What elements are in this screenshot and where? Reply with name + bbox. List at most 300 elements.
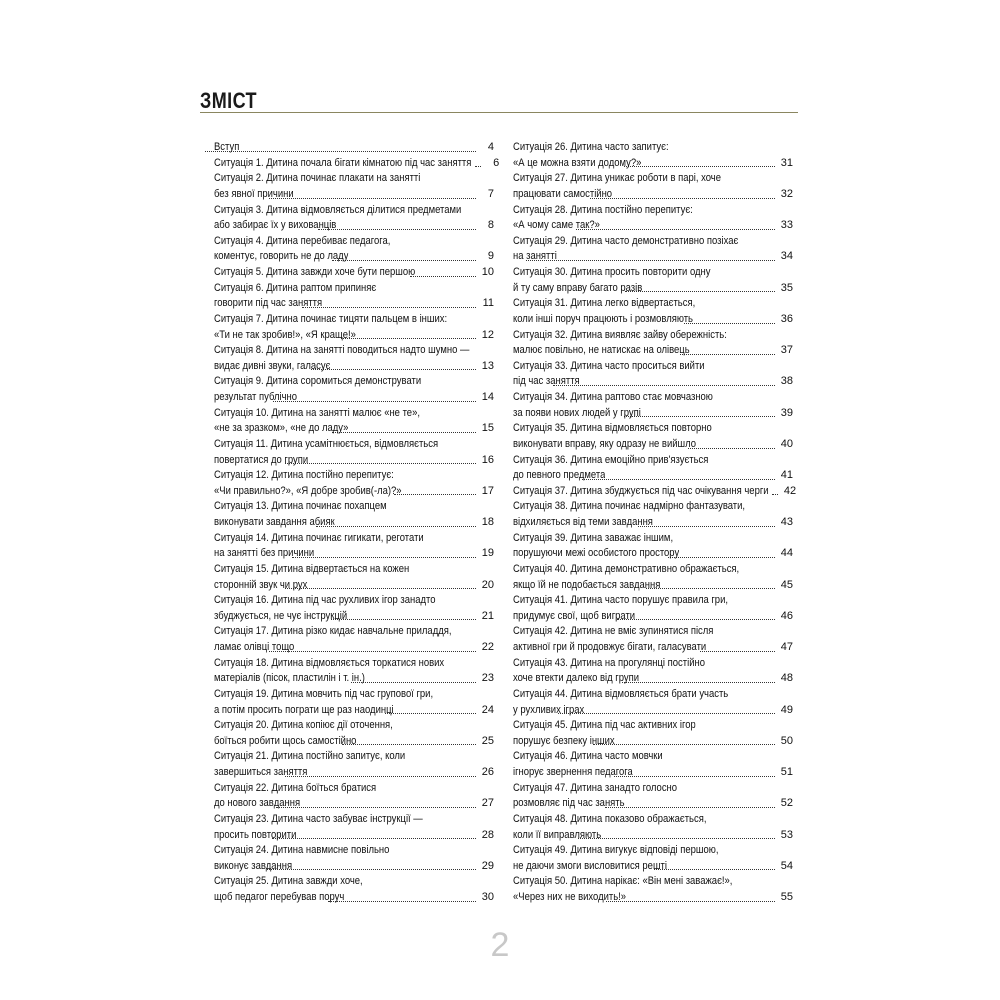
toc-entry-text: щоб педагог перебував поруч [214, 891, 345, 903]
dot-leader [302, 306, 476, 308]
toc-entry-text: просить повторити [214, 828, 297, 841]
dot-leader [394, 493, 476, 495]
toc-entry [214, 562, 494, 578]
toc-entry-text: у рухливих іграх [513, 703, 585, 716]
toc-entry-page: 20 [481, 578, 494, 591]
toc-entry [513, 343, 793, 359]
toc-entry-page: 42 [783, 484, 797, 497]
toc-entry [214, 328, 494, 344]
dot-leader [410, 275, 476, 277]
toc-entry-text: Ситуація 22. Дитина боїться братися [214, 781, 377, 794]
dot-leader [578, 837, 775, 839]
toc-entry-page: 19 [481, 547, 494, 560]
toc-entry [214, 156, 500, 172]
toc-entry-page: 23 [481, 672, 494, 685]
toc-entry [214, 187, 494, 203]
toc-entry-page: 4 [487, 141, 494, 153]
toc-entry-page: 40 [780, 437, 793, 450]
toc-entry-text: Ситуація 14. Дитина починає гигикати, реготати [214, 531, 424, 544]
dot-leader [624, 165, 775, 167]
toc-entry-text: Ситуація 42. Дитина не вміє зупинятися після [513, 625, 714, 638]
toc-entry [513, 156, 793, 172]
toc-entry [214, 218, 494, 234]
toc-entry-text: відхиляється від теми завдання [513, 516, 653, 528]
toc-entry-text: завершиться заняття [214, 766, 308, 778]
toc-entry [513, 249, 793, 265]
toc-entry [513, 296, 793, 312]
toc-entry-text: хоче втекти далеко від групи [513, 672, 640, 685]
toc-entry [214, 468, 494, 484]
dot-leader [328, 900, 476, 902]
toc-entry [214, 421, 494, 437]
toc-entry-text: сторонній звук чи рух [214, 578, 308, 591]
toc-entry-text: або забирає їх у вихованців [214, 219, 337, 232]
toc-entry [214, 265, 494, 281]
page-title: ЗМІСТ [200, 88, 257, 113]
toc-entry [513, 796, 793, 812]
toc-entry [513, 484, 797, 500]
dot-leader [646, 587, 775, 589]
toc-entry-text: не даючи змоги висловитися решті [513, 859, 667, 872]
toc-entry-page: 36 [780, 312, 793, 325]
toc-entry-text: Ситуація 43. Дитина на прогулянці постійно [513, 656, 705, 669]
toc-entry-page: 18 [481, 516, 494, 528]
toc-entry-text: Ситуація 25. Дитина завжди хоче, [214, 875, 363, 888]
toc-entry [513, 781, 793, 797]
toc-entry-text: Ситуація 15. Дитина відвертається на кожен [214, 562, 410, 575]
toc-entry-page: 14 [481, 391, 494, 403]
toc-entry-page: 28 [481, 828, 494, 841]
toc-entry-text: Ситуація 20. Дитина копіює дії оточення, [214, 719, 393, 732]
toc-entry-text: Ситуація 28. Дитина постійно перепитує: [513, 203, 693, 216]
toc-entry-text: Ситуація 37. Дитина збуджується під час очікування черги [513, 484, 769, 497]
toc-entry-text: Ситуація 7. Дитина починає тицяти пальцем в інших: [214, 312, 448, 325]
toc-entry [214, 515, 494, 531]
dot-leader [285, 462, 476, 464]
toc-entry-page: 53 [780, 828, 793, 841]
toc-entry-text: Ситуація 10. Дитина на занятті малює «не те», [214, 406, 420, 419]
toc-entry-page: 52 [780, 797, 793, 810]
dot-leader [558, 712, 775, 714]
dot-leader [625, 290, 775, 292]
dot-leader [668, 556, 775, 558]
toc-entry [513, 218, 793, 234]
toc-entry [214, 499, 494, 515]
toc-entry [214, 531, 494, 547]
toc-entry-page: 55 [780, 891, 793, 903]
toc-entry [214, 453, 494, 469]
toc-entry [214, 656, 494, 672]
dot-leader [272, 837, 476, 839]
toc-entry [513, 734, 793, 750]
toc-entry [214, 546, 494, 562]
dot-leader [526, 259, 775, 261]
toc-entry-page: 39 [780, 406, 793, 419]
toc-entry-text: порушує безпеку інших [513, 734, 615, 747]
toc-entry [513, 531, 793, 547]
toc-entry [513, 390, 793, 406]
toc-entry-page: 31 [780, 156, 793, 169]
toc-entry-text: «Чи правильно?», «Я добре зробив(-ла)?» [214, 484, 402, 497]
toc-entry-text: Ситуація 26. Дитина часто запитує: [513, 141, 669, 153]
toc-entry [513, 828, 793, 844]
toc-entry-text: Ситуація 16. Дитина під час рухливих ігор занадто [214, 594, 436, 607]
toc-entry-text: Ситуація 18. Дитина відмовляється торкатися нових [214, 656, 445, 669]
toc-entry-text: Ситуація 34. Дитина раптово стає мовчазною [513, 391, 713, 403]
dot-leader [576, 228, 775, 230]
toc-entry [214, 171, 494, 187]
toc-entry-text: Ситуація 47. Дитина занадто голосно [513, 781, 678, 794]
toc-entry-page: 45 [780, 578, 793, 591]
toc-entry-text: Ситуація 5. Дитина завжди хоче бути першою [214, 266, 416, 278]
toc-entry [513, 453, 793, 469]
toc-entry-page: 41 [780, 469, 793, 482]
toc-entry-page: 49 [780, 703, 793, 716]
toc-entry-text: Ситуація 44. Дитина відмовляється брати участь [513, 687, 729, 700]
title-rule [200, 112, 798, 113]
dot-leader [276, 806, 476, 808]
toc-entry-text: під час заняття [513, 375, 580, 388]
toc-entry [513, 687, 793, 703]
toc-entry-text: Ситуація 12. Дитина постійно перепитує: [214, 469, 394, 482]
dot-leader [590, 197, 775, 199]
toc-entry-text: Ситуація 3. Дитина відмовляється ділитися предметами [214, 203, 462, 216]
dot-leader [772, 493, 778, 495]
toc-entry-page: 30 [481, 891, 494, 903]
toc-entry-text: Ситуація 41. Дитина часто порушує правила гри, [513, 594, 728, 607]
toc-entry-text: Ситуація 32. Дитина виявляє зайву обережність: [513, 328, 727, 341]
dot-leader [605, 806, 775, 808]
toc-entry-text: Вступ [214, 141, 240, 153]
toc-entry-text: «Ти не так зробив!», «Я краще!» [214, 328, 356, 341]
toc-entry-text: коли інші поруч працюють і розмовляють [513, 312, 693, 325]
toc-entry-page: 47 [780, 641, 793, 653]
toc-entry-text: видає дивні звуки, галасує [214, 359, 331, 372]
toc-entry-text: якщо їй не подобається завдання [513, 578, 661, 591]
toc-entry [513, 624, 793, 640]
toc-entry-text: й ту саму вправу багато разів [513, 281, 643, 294]
toc-entry-text: до нового завдання [214, 797, 301, 810]
toc-entry-text: Ситуація 48. Дитина показово ображається, [513, 812, 707, 825]
toc-entry-text: матеріалів (пісок, пластилін і т. ін.) [214, 672, 365, 685]
dot-leader [311, 368, 476, 370]
toc-entry-text: Ситуація 19. Дитина мовчить під час групової гри, [214, 687, 434, 700]
dot-leader [606, 900, 775, 902]
toc-entry-text: Ситуація 40. Дитина демонстративно ображається, [513, 562, 740, 575]
toc-entry [513, 640, 793, 656]
dot-leader [331, 618, 476, 620]
toc-entry [513, 499, 793, 515]
toc-entry-text: ламає олівці тощо [214, 641, 295, 653]
toc-entry [513, 671, 793, 687]
toc-entry-text: коли її виправляють [513, 828, 602, 841]
toc-entry [513, 406, 793, 422]
toc-entry-text: активної гри й продовжує бігати, галасувати [513, 641, 707, 653]
dot-leader [285, 775, 476, 777]
dot-leader [688, 447, 775, 449]
toc-entry-text: Ситуація 4. Дитина перебиває педагога, [214, 234, 391, 247]
toc-entry [513, 374, 793, 390]
toc-entry-text: Ситуація 33. Дитина часто проситься вийти [513, 359, 705, 372]
toc-entry [214, 234, 494, 250]
toc-entry-text: малює повільно, не натискає на олівець [513, 344, 690, 357]
toc-entry-page: 9 [487, 250, 494, 263]
toc-entry [513, 812, 793, 828]
toc-entry-page: 24 [481, 703, 494, 716]
page-number: 2 [490, 926, 510, 964]
toc-entry [214, 703, 494, 719]
toc-entry-page: 26 [481, 766, 494, 778]
toc-entry [214, 203, 494, 219]
dot-leader [638, 525, 775, 527]
toc-entry [513, 843, 793, 859]
toc-entry-page: 48 [780, 672, 793, 685]
toc-entry [214, 359, 494, 375]
toc-entry-page: 8 [487, 219, 494, 232]
toc-entry-page: 29 [481, 859, 494, 872]
toc-entry-page: 21 [481, 609, 494, 622]
toc-entry-page: 22 [481, 641, 494, 653]
dot-leader [269, 197, 476, 199]
toc-entry [214, 765, 494, 781]
toc-entry [513, 656, 793, 672]
dot-leader [582, 478, 775, 480]
toc-entry [214, 390, 494, 406]
toc-entry-text: Ситуація 11. Дитина усамітнюється, відмовляється [214, 437, 439, 450]
toc-entry [513, 359, 793, 375]
toc-entry-text: Ситуація 21. Дитина постійно запитує, коли [214, 750, 406, 763]
toc-entry [513, 203, 793, 219]
toc-entry-text: Ситуація 38. Дитина починає надмірно фантазувати, [513, 500, 746, 513]
toc-entry-text: працювати самостійно [513, 187, 613, 200]
toc-entry-text: на занятті [513, 250, 557, 263]
toc-entry [513, 609, 793, 625]
toc-entry-page: 54 [780, 859, 793, 872]
toc-entry [214, 671, 494, 687]
toc-entry [513, 515, 793, 531]
toc-entry-text: виконує завдання [214, 859, 293, 872]
toc-entry [214, 734, 494, 750]
toc-entry-page: 51 [780, 766, 793, 778]
toc-entry [513, 749, 793, 765]
toc-entry-page: 34 [780, 250, 793, 263]
toc-entry [513, 421, 793, 437]
toc-entry-text: говорити під час заняття [214, 297, 323, 310]
toc-entry [513, 265, 793, 281]
toc-entry-text: Ситуація 8. Дитина на занятті поводиться надто шумно — [214, 344, 470, 357]
toc-entry-text: Ситуація 29. Дитина часто демонстративно позіхає [513, 234, 739, 247]
toc-entry-text: Ситуація 27. Дитина уникає роботи в парі, хоче [513, 172, 721, 185]
toc-entry [513, 234, 793, 250]
toc-entry [513, 765, 793, 781]
dot-leader [624, 415, 775, 417]
dot-leader [385, 712, 476, 714]
dot-leader [316, 525, 476, 527]
toc-entry-text: ігнорує звернення педагога [513, 766, 633, 778]
dot-leader [269, 650, 476, 652]
toc-entry [513, 140, 793, 156]
toc-entry-text: порушуючи межі особистого простору [513, 547, 680, 560]
toc-entry [214, 781, 494, 797]
toc-entry [214, 406, 494, 422]
dot-leader [475, 165, 481, 167]
toc-entry [214, 640, 494, 656]
toc-entry-text: виконувати вправу, яку одразу не вийшло [513, 437, 697, 450]
toc-entry-text: Ситуація 1. Дитина почала бігати кімнатою під час заняття [214, 156, 472, 169]
toc-entry [214, 890, 494, 906]
toc-entry [513, 281, 793, 297]
toc-entry-page: 7 [487, 187, 494, 200]
toc-entry-page: 25 [481, 734, 494, 747]
toc-entry-page: 13 [481, 359, 494, 372]
toc-entry-page: 33 [780, 219, 793, 232]
dot-leader [332, 431, 476, 433]
toc-entry-text: повертатися до групи [214, 453, 309, 466]
toc-entry [214, 578, 494, 594]
toc-entry-page: 16 [481, 453, 494, 466]
toc-entry [214, 859, 494, 875]
toc-entry [214, 687, 494, 703]
dot-leader [617, 618, 775, 620]
dot-leader [341, 337, 476, 339]
toc-entry-text: «А це можна взяти додому?» [513, 156, 642, 169]
toc-entry [513, 593, 793, 609]
toc-entry-page: 46 [780, 609, 793, 622]
toc-entry-text: Ситуація 17. Дитина різко кидає навчальне приладдя, [214, 625, 452, 638]
toc-entry-text: Ситуація 9. Дитина соромиться демонструвати [214, 375, 422, 388]
toc-entry [513, 468, 793, 484]
toc-entry [513, 312, 793, 328]
toc-entry [214, 312, 494, 328]
toc-entry-text: боїться робити щось самостійно [214, 734, 357, 747]
toc-entry-text: Ситуація 2. Дитина починає плакати на занятті [214, 172, 421, 185]
toc-entry-text: виконувати завдання абияк [214, 516, 335, 528]
toc-entry-page: 44 [780, 547, 793, 560]
toc-entry [513, 562, 793, 578]
dot-leader [205, 150, 476, 152]
toc-entry-page: 35 [780, 281, 793, 294]
dot-leader [318, 228, 476, 230]
toc-entry-text: Ситуація 49. Дитина вигукує відповіді першою, [513, 844, 719, 857]
toc-entry-page: 12 [481, 328, 494, 341]
toc-entry-page: 37 [780, 344, 793, 357]
toc-entry-text: Ситуація 30. Дитина просить повторити одну [513, 266, 711, 278]
toc-entry-page: 32 [780, 187, 793, 200]
dot-leader [684, 322, 775, 324]
toc-entry-text: Ситуація 31. Дитина легко відвертається, [513, 297, 696, 310]
toc-entry-text: збуджується, не чує інструкцій [214, 609, 348, 622]
toc-entry [513, 874, 793, 890]
toc-entry-text: на занятті без причини [214, 547, 315, 560]
toc-entry [513, 171, 793, 187]
toc-entry [513, 890, 793, 906]
toc-entry-text: до певного предмета [513, 469, 606, 482]
toc-entry [214, 828, 494, 844]
toc-entry-text: «не за зразком», «не до ладу» [214, 422, 349, 435]
dot-leader [342, 743, 476, 745]
toc-entry-page: 11 [482, 297, 494, 310]
toc-entry [214, 249, 494, 265]
dot-leader [700, 650, 775, 652]
toc-entry [214, 812, 494, 828]
toc-right-column [513, 140, 797, 906]
dot-leader [654, 868, 775, 870]
dot-leader [553, 384, 775, 386]
toc-entry [214, 484, 494, 500]
toc-entry-text: Ситуація 23. Дитина часто забуває інструкції — [214, 812, 423, 825]
toc-entry [214, 296, 494, 312]
toc-entry-page: 17 [481, 484, 494, 497]
toc-left-column [214, 140, 500, 906]
toc-entry [214, 718, 494, 734]
toc-entry-text: Ситуація 13. Дитина починає похапцем [214, 500, 387, 513]
dot-leader [273, 400, 476, 402]
dot-leader [614, 775, 775, 777]
dot-leader [351, 681, 476, 683]
toc-entry-text: «А чому саме так?» [513, 219, 600, 232]
toc-entry [214, 593, 494, 609]
toc-entry [513, 703, 793, 719]
toc-entry [214, 874, 494, 890]
toc-entry-text: Ситуація 24. Дитина навмисне повільно [214, 844, 390, 857]
toc-entry-page: 6 [493, 156, 500, 169]
dot-leader [292, 556, 476, 558]
toc-entry-page: 43 [780, 516, 793, 528]
toc-entry-text: за появи нових людей у групі [513, 406, 641, 419]
toc-entry-text: Ситуація 39. Дитина заважає іншим, [513, 531, 674, 544]
toc-entry [214, 281, 494, 297]
toc-entry [513, 718, 793, 734]
toc-entry [513, 546, 793, 562]
toc-entry-text: Ситуація 45. Дитина під час активних ігор [513, 719, 696, 732]
toc-entry [214, 843, 494, 859]
dot-leader [332, 259, 476, 261]
toc-entry-page: 38 [780, 375, 793, 388]
toc-entry [513, 328, 793, 344]
toc-entry [214, 796, 494, 812]
toc-entry [513, 187, 793, 203]
toc-entry-page: 27 [481, 797, 494, 810]
dot-leader [622, 681, 775, 683]
dot-leader [285, 587, 476, 589]
dot-leader [680, 353, 775, 355]
toc-entry-text: придумує свої, щоб виграти [513, 609, 636, 622]
toc-entry-text: результат публічно [214, 391, 298, 403]
toc-entry-text: «Через них не виходить!» [513, 891, 627, 903]
toc-entry [513, 859, 793, 875]
dot-leader [593, 743, 775, 745]
toc-entry [214, 140, 494, 156]
toc-entry [513, 437, 793, 453]
toc-entry-text: без явної причини [214, 187, 294, 200]
dot-leader [267, 868, 476, 870]
toc-entry-text: розмовляє під час занять [513, 797, 625, 810]
toc-entry-text: Ситуація 50. Дитина нарікає: «Він мені заважає!», [513, 875, 733, 888]
toc-entry [513, 578, 793, 594]
toc-entry [214, 609, 494, 625]
toc-entry [214, 343, 494, 359]
toc-entry-page: 10 [481, 266, 494, 278]
toc-entry-text: Ситуація 6. Дитина раптом припиняє [214, 281, 377, 294]
toc-entry-text: Ситуація 35. Дитина відмовляється повторно [513, 422, 712, 435]
toc-entry-page: 50 [780, 734, 793, 747]
toc-entry [214, 624, 494, 640]
toc-entry [214, 437, 494, 453]
toc-entry-text: Ситуація 46. Дитина часто мовчки [513, 750, 663, 763]
toc-entry-text: а потім просить пограти ще раз наодинці [214, 703, 394, 716]
toc-entry-text: коментує, говорить не до ладу [214, 250, 349, 263]
toc-entry-text: Ситуація 36. Дитина емоційно прив'язується [513, 453, 709, 466]
